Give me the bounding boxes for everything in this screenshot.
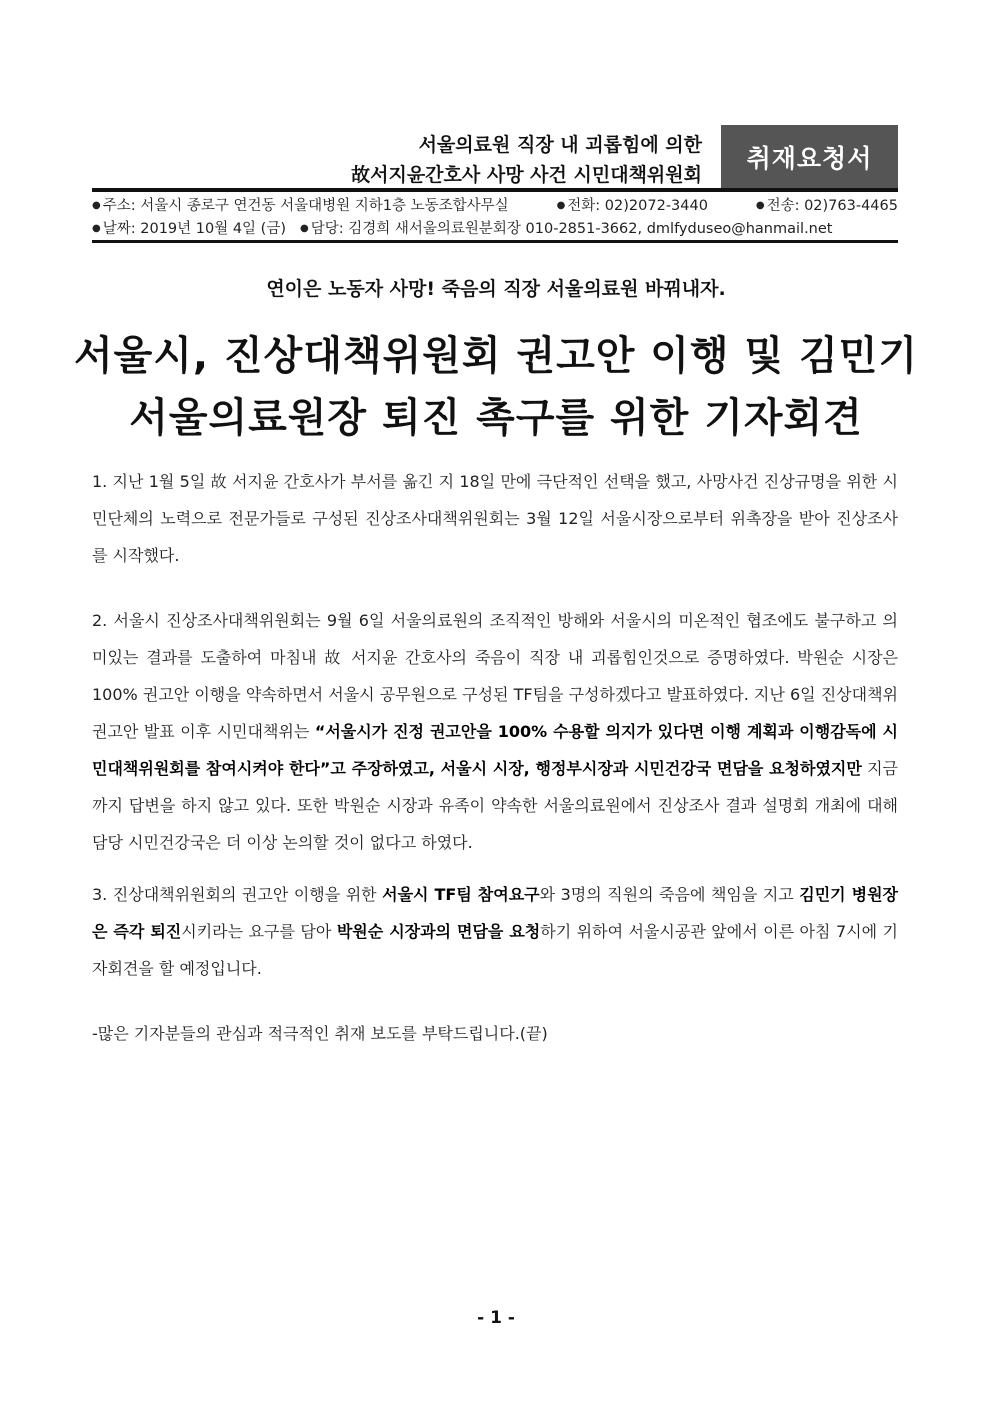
phone-item	[557, 195, 708, 217]
paragraph-2-bold-1: “서울시가 진정 권고안을 100% 수용할 의지가 있다면 이행 계획과 이행감독에 시민대책위원회를 참여시켜야 한다”고 주장하였고, 서울시 시장, 행정부시장과 시민건강국 면담을 요청하였지만	[92, 722, 898, 778]
paragraph-3-text-2: 와 3명의 직원의 죽음에 책임을 지고	[539, 885, 800, 904]
bullet-icon: ●	[556, 200, 566, 211]
paragraph-1: 1. 지난 1월 5일 故 서지윤 간호사가 부서를 옮긴 지 18일 만에 극단적인 선택을 했고, 사망사건 진상규명을 위한 시민단체의 노력으로 전문가들로 구성된 진상조사대책위원회는 3월 12일 서울시장으로부터 위촉장을 받아 진상조사를 시작했다.	[92, 472, 898, 565]
org-line-2: 故서지윤간호사 사망 사건 시민대책위원회	[351, 164, 702, 186]
page-number: - 1 -	[477, 1308, 515, 1328]
press-request-badge: 취재요청서	[721, 125, 898, 189]
paragraph-3-text-1: 3. 진상대책위원회의 권고안 이행을 위한	[92, 885, 383, 904]
address-text: 주소: 서울시 종로구 연건동 서울대병원 지하1층 노동조합사무실	[102, 198, 509, 214]
closing-remark: -많은 기자분들의 관심과 적극적인 취재 보도를 부탁드립니다.(끝)	[92, 1024, 548, 1043]
fax-item	[756, 195, 898, 217]
paragraph-3	[92, 876, 898, 987]
paragraph-2-text-2: 지금까지 답변을 하지 않고 있다. 또한 박원순 시장과 유족이 약속한 서울의료원에서 진상조사 결과 설명회 개최에 대해 담당 시민건강국은 더 이상 논의할 것이 없다고 하였다.	[92, 759, 899, 852]
bullet-icon: ●	[300, 223, 309, 234]
phone-text: 전화: 02)2072-3440	[567, 198, 708, 214]
header-divider-top	[92, 188, 898, 192]
contact-person-text: 담당: 김경희 새서울의료원분회장 010-2851-3662, dmlfyduseo@hanmail.net	[310, 221, 833, 237]
contact-person-item	[300, 218, 832, 240]
bullet-icon: ●	[755, 200, 765, 211]
fax-text: 전송: 02)763-4465	[766, 198, 898, 214]
header-divider-bottom	[92, 240, 898, 243]
address-item	[92, 195, 509, 217]
bullet-icon: ●	[92, 200, 101, 211]
title-line-2: 서울의료원장 퇴진 촉구를 위한 기자회견	[129, 395, 863, 441]
paragraph-3-bold-1: 서울시 TF팀 참여요구	[382, 885, 540, 904]
organization-name	[351, 130, 702, 190]
paragraph-2-text-1: 2. 서울시 진상조사대책위원회는 9월 6일 서울의료원의 조직적인 방해와 서울시의 미온적인 협조에도 불구하고 의미있는 결과를 도출하여 마침내 故 서지윤 간호사의 죽음이 직장 내 괴롭힘인것으로 증명하였다. 박원순 시장은 100% 권고안 이행을 약속하면서 서울시 공무원으로 구성된 TF팀을 구성하겠다고 발표하였다. 지난 6일 진상대책위 권고안 발표 이후 시민대책위는	[92, 611, 898, 741]
date-item	[92, 218, 286, 240]
paragraph-2	[92, 602, 898, 861]
contact-line-2	[92, 218, 898, 240]
org-line-1: 서울의료원 직장 내 괴롭힘에 의한	[418, 134, 702, 156]
date-text: 날짜: 2019년 10월 4일 (금)	[102, 221, 286, 237]
page-title	[60, 325, 932, 449]
paragraph-3-text-4: 하기 위하여 서울시공관 앞에서 이른 아침 7시에 기자회견을 할 예정입니다.	[92, 922, 899, 978]
paragraph-3-text-3: 시키라는 요구를 담아	[181, 922, 337, 941]
title-line-1: 서울시, 진상대책위원회 권고안 이행 및 김민기	[74, 333, 918, 379]
paragraph-3-bold-3: 박원순 시장과의 면담을 요청	[336, 922, 541, 941]
paragraph-3-bold-2: 김민기 병원장은 즉각 퇴진	[92, 885, 898, 941]
bullet-icon: ●	[92, 223, 101, 234]
subtitle: 연이은 노동자 사망! 죽음의 직장 서울의료원 바꿔내자.	[266, 278, 726, 300]
contact-line-1	[92, 195, 898, 217]
